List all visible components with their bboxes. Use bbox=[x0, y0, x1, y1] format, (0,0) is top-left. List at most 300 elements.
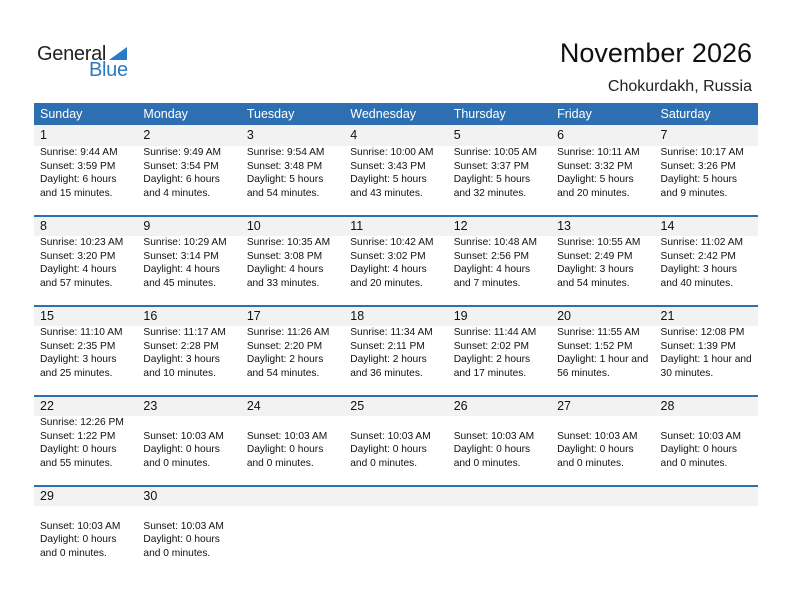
day-cell bbox=[34, 487, 137, 575]
daylight-text-cont: and 25 minutes. bbox=[40, 367, 113, 379]
daylight-text: Daylight: 5 hours bbox=[246, 174, 324, 185]
day-info bbox=[241, 146, 344, 200]
week-row bbox=[34, 305, 758, 395]
sunrise-text bbox=[661, 506, 758, 520]
sunrise-text: Sunrise: 11:44 AM bbox=[453, 327, 537, 338]
day-number: 13 bbox=[557, 219, 572, 233]
daylight-text: Daylight: 2 hours bbox=[246, 354, 324, 365]
daylight-text-cont: and 0 minutes. bbox=[143, 547, 211, 559]
day-info bbox=[34, 146, 137, 200]
sunrise-text: Sunrise: 10:23 AM bbox=[40, 237, 124, 248]
day-cell bbox=[344, 487, 447, 575]
day-info bbox=[655, 146, 758, 200]
day-cell bbox=[655, 487, 758, 575]
daylight-text-cont: and 43 minutes. bbox=[350, 187, 423, 199]
daylight-text-cont: and 0 minutes. bbox=[40, 547, 107, 559]
sunrise-text: Sunrise: 9:49 AM bbox=[143, 147, 222, 158]
day-number: 28 bbox=[660, 399, 675, 413]
daylight-text-cont: and 4 minutes. bbox=[143, 187, 211, 199]
day-info bbox=[241, 326, 344, 380]
daylight-text-cont: and 54 minutes. bbox=[246, 367, 320, 379]
day-number: 23 bbox=[143, 399, 158, 413]
sunrise-text: Sunrise: 10:35 AM bbox=[246, 237, 331, 248]
sunset-text: Sunset: 2:28 PM bbox=[143, 340, 219, 352]
day-number: 25 bbox=[350, 399, 365, 413]
daylight-text-cont: and 0 minutes. bbox=[350, 457, 418, 469]
sunset-text: Sunset: 3:59 PM bbox=[40, 160, 116, 172]
daylight-text-cont: and 10 minutes. bbox=[143, 367, 216, 379]
weekday-friday: Friday bbox=[557, 107, 592, 121]
logo-text-general: General bbox=[37, 43, 107, 65]
daylight-text: Daylight: 4 hours bbox=[246, 264, 324, 275]
sunset-text: Sunset: 10:03 AM bbox=[350, 430, 431, 442]
sunset-text: Sunset: 1:52 PM bbox=[557, 340, 633, 352]
daylight-text-cont: 56 minutes. bbox=[557, 367, 610, 379]
day-number: 26 bbox=[453, 399, 468, 413]
day-info bbox=[137, 146, 240, 200]
day-info bbox=[137, 506, 240, 560]
weekday-saturday: Saturday bbox=[660, 107, 711, 121]
sunrise-text: Sunrise: 11:02 AM bbox=[660, 237, 744, 248]
daylight-text-cont: and 17 minutes. bbox=[453, 367, 527, 379]
week-row bbox=[34, 125, 758, 215]
day-number-bar bbox=[655, 217, 758, 236]
day-info bbox=[551, 146, 654, 200]
day-cell bbox=[655, 307, 758, 395]
sunrise-text bbox=[247, 416, 344, 430]
sunrise-text: Sunrise: 12:08 PM bbox=[660, 327, 745, 338]
day-number-bar bbox=[137, 125, 240, 146]
sunrise-text bbox=[143, 416, 240, 430]
daylight-text-cont: and 15 minutes. bbox=[40, 187, 113, 199]
day-number: 5 bbox=[453, 128, 461, 142]
day-info bbox=[137, 236, 240, 290]
day-number-bar bbox=[655, 125, 758, 146]
day-number: 24 bbox=[246, 399, 261, 413]
daylight-text: Daylight: 2 hours bbox=[453, 354, 531, 365]
day-number: 9 bbox=[143, 219, 151, 233]
day-number-bar bbox=[344, 307, 447, 326]
calendar-grid bbox=[34, 103, 758, 575]
sunset-text: Sunset: 10:03 AM bbox=[246, 430, 328, 442]
day-number-bar bbox=[448, 217, 551, 236]
daylight-text-cont bbox=[247, 547, 344, 561]
sunset-text: Sunset: 3:43 PM bbox=[350, 160, 426, 172]
daylight-text: Daylight: 3 hours bbox=[40, 354, 117, 365]
day-number-bar bbox=[34, 125, 137, 146]
day-number: 8 bbox=[40, 219, 47, 233]
sunset-text: Sunset: 3:14 PM bbox=[143, 250, 219, 262]
day-info bbox=[344, 506, 447, 560]
daylight-text-cont: and 20 minutes. bbox=[557, 187, 630, 199]
day-number: 21 bbox=[660, 309, 675, 323]
sunset-text: Sunset: 10:03 AM bbox=[557, 430, 638, 442]
sunset-text: Sunset: 10:03 AM bbox=[40, 520, 121, 532]
sunrise-text bbox=[247, 506, 344, 520]
daylight-text: Daylight: 3 hours bbox=[143, 354, 220, 365]
day-cell bbox=[137, 307, 240, 395]
week-row-inner bbox=[34, 397, 758, 485]
day-info bbox=[344, 416, 447, 470]
day-info bbox=[655, 326, 758, 380]
day-number-bar bbox=[34, 307, 137, 326]
daylight-text-cont: and 32 minutes. bbox=[453, 187, 527, 199]
sunset-text: Sunset: 2:02 PM bbox=[453, 340, 530, 352]
daylight-text-cont: and 0 minutes. bbox=[453, 457, 521, 469]
day-cell bbox=[448, 307, 551, 395]
daylight-text-cont: and 33 minutes. bbox=[246, 277, 320, 289]
day-info bbox=[344, 236, 447, 290]
day-number: 22 bbox=[40, 399, 54, 413]
day-number-bar bbox=[551, 307, 654, 326]
sunrise-text: Sunrise: 11:26 AM bbox=[246, 327, 330, 338]
sunrise-text: Sunrise: 10:42 AM bbox=[350, 237, 434, 248]
daylight-text: Daylight: 4 hours bbox=[143, 264, 220, 275]
logo bbox=[37, 43, 137, 83]
day-number: 4 bbox=[350, 128, 358, 142]
daylight-text-cont: and 0 minutes. bbox=[660, 457, 728, 469]
sunrise-text bbox=[454, 416, 551, 430]
day-number: 17 bbox=[246, 309, 261, 323]
daylight-text-cont: and 57 minutes. bbox=[40, 277, 113, 289]
location-subtitle: Chokurdakh, Russia bbox=[607, 78, 752, 95]
day-number-bar bbox=[137, 397, 240, 416]
day-cell bbox=[344, 217, 447, 305]
day-number-bar bbox=[448, 487, 551, 506]
sunrise-text: Sunrise: 10:17 AM bbox=[660, 147, 744, 158]
daylight-text: Daylight: 5 hours bbox=[453, 174, 531, 185]
sunrise-text bbox=[350, 416, 447, 430]
day-number: 7 bbox=[660, 128, 668, 142]
daylight-text-cont: and 0 minutes. bbox=[557, 457, 624, 469]
day-number-bar bbox=[448, 307, 551, 326]
weekday-sunday: Sunday bbox=[40, 107, 83, 121]
sunset-text bbox=[350, 520, 447, 534]
day-number: 10 bbox=[246, 219, 261, 233]
sunrise-text bbox=[557, 416, 654, 430]
sunset-text: Sunset: 3:48 PM bbox=[246, 160, 323, 172]
day-number-bar bbox=[241, 307, 344, 326]
sunset-text: Sunset: 2:42 PM bbox=[660, 250, 736, 262]
day-info bbox=[448, 326, 551, 380]
day-number-bar bbox=[241, 125, 344, 146]
day-cell bbox=[551, 217, 654, 305]
day-info bbox=[551, 506, 654, 560]
day-number-bar bbox=[448, 125, 551, 146]
day-cell bbox=[655, 397, 758, 485]
daylight-text-cont bbox=[350, 547, 447, 561]
day-info bbox=[34, 326, 137, 380]
day-cell bbox=[137, 217, 240, 305]
day-cell bbox=[34, 397, 137, 485]
daylight-text-cont: and 36 minutes. bbox=[350, 367, 423, 379]
sunrise-text: Sunrise: 10:11 AM bbox=[557, 147, 640, 158]
day-cell bbox=[344, 125, 447, 213]
day-number-bar bbox=[137, 487, 240, 506]
daylight-text bbox=[557, 533, 654, 547]
daylight-text: Daylight: 0 hours bbox=[350, 444, 427, 455]
day-number: 6 bbox=[557, 128, 565, 142]
day-info bbox=[655, 506, 758, 560]
week-row-inner bbox=[34, 307, 758, 395]
sunrise-text: Sunrise: 10:29 AM bbox=[143, 237, 227, 248]
week-row-inner bbox=[34, 487, 758, 575]
day-number-bar bbox=[137, 307, 240, 326]
day-number-bar bbox=[344, 397, 447, 416]
sunrise-text: Sunrise: 11:55 AM bbox=[557, 327, 640, 338]
sunset-text: Sunset: 2:35 PM bbox=[40, 340, 116, 352]
day-number: 30 bbox=[143, 489, 158, 503]
daylight-text: Daylight: 5 hours bbox=[660, 174, 737, 185]
daylight-text: Daylight: 3 hours bbox=[660, 264, 737, 275]
weekday-thursday: Thursday bbox=[453, 107, 506, 121]
day-number-bar bbox=[551, 125, 654, 146]
day-cell bbox=[137, 487, 240, 575]
day-cell bbox=[551, 397, 654, 485]
daylight-text-cont: and 54 minutes. bbox=[246, 187, 320, 199]
day-number-bar bbox=[344, 487, 447, 506]
week-row bbox=[34, 395, 758, 485]
day-cell bbox=[241, 487, 344, 575]
sunset-text: Sunset: 10:03 AM bbox=[143, 430, 224, 442]
sunset-text: Sunset: 10:03 AM bbox=[453, 430, 535, 442]
weekday-monday: Monday bbox=[143, 107, 188, 121]
sunrise-text: Sunrise: 12:26 PM bbox=[40, 417, 124, 428]
sunrise-text bbox=[557, 506, 654, 520]
day-cell bbox=[137, 397, 240, 485]
day-cell bbox=[551, 125, 654, 213]
week-row-inner bbox=[34, 125, 758, 213]
weekday-header-row bbox=[34, 103, 758, 125]
day-number: 14 bbox=[660, 219, 675, 233]
day-cell bbox=[241, 307, 344, 395]
sunset-text: Sunset: 3:37 PM bbox=[453, 160, 530, 172]
daylight-text-cont: 30 minutes. bbox=[660, 367, 714, 379]
logo-text-blue: Blue bbox=[89, 59, 128, 81]
day-info bbox=[551, 326, 654, 380]
sunrise-text bbox=[661, 416, 758, 430]
sunrise-text bbox=[350, 506, 447, 520]
day-info bbox=[448, 146, 551, 200]
sunset-text: Sunset: 3:20 PM bbox=[40, 250, 116, 262]
sunrise-text: Sunrise: 10:48 AM bbox=[453, 237, 537, 248]
daylight-text-cont: and 55 minutes. bbox=[40, 457, 113, 469]
daylight-text: Daylight: 6 hours bbox=[143, 174, 220, 185]
weeks-container bbox=[34, 125, 758, 575]
daylight-text: Daylight: 4 hours bbox=[453, 264, 531, 275]
day-number-bar bbox=[241, 397, 344, 416]
day-number-bar bbox=[34, 217, 137, 236]
sunset-text: Sunset: 2:20 PM bbox=[246, 340, 323, 352]
sunrise-text: Sunrise: 10:55 AM bbox=[557, 237, 641, 248]
page-title: November 2026 bbox=[559, 38, 752, 68]
week-row-inner bbox=[34, 217, 758, 305]
day-info bbox=[344, 146, 447, 200]
day-info bbox=[137, 326, 240, 380]
sunrise-text: Sunrise: 11:34 AM bbox=[350, 327, 433, 338]
day-number: 20 bbox=[557, 309, 572, 323]
day-number-bar bbox=[34, 487, 137, 506]
sunset-text: Sunset: 3:32 PM bbox=[557, 160, 633, 172]
week-row bbox=[34, 215, 758, 305]
day-number: 3 bbox=[246, 128, 254, 142]
daylight-text: Daylight: 5 hours bbox=[557, 174, 634, 185]
sunset-text: Sunset: 2:11 PM bbox=[350, 340, 425, 352]
daylight-text: Daylight: 0 hours bbox=[557, 444, 634, 455]
day-cell bbox=[551, 487, 654, 575]
day-cell bbox=[34, 125, 137, 213]
day-info bbox=[34, 236, 137, 290]
day-info bbox=[655, 416, 758, 470]
daylight-text: Daylight: 4 hours bbox=[350, 264, 427, 275]
weekday-wednesday: Wednesday bbox=[350, 107, 417, 121]
sunset-text: Sunset: 1:22 PM bbox=[40, 430, 116, 442]
day-number-bar bbox=[551, 487, 654, 506]
sunrise-text: Sunrise: 9:54 AM bbox=[246, 147, 325, 158]
day-cell bbox=[551, 307, 654, 395]
sunrise-text: Sunrise: 10:05 AM bbox=[453, 147, 537, 158]
day-info bbox=[448, 506, 551, 560]
day-number-bar bbox=[344, 217, 447, 236]
day-info bbox=[448, 236, 551, 290]
daylight-text: Daylight: 1 hour and bbox=[660, 354, 752, 365]
day-number-bar bbox=[34, 397, 137, 416]
day-info bbox=[551, 416, 654, 470]
daylight-text-cont: and 7 minutes. bbox=[453, 277, 521, 289]
daylight-text-cont: and 45 minutes. bbox=[143, 277, 216, 289]
day-cell bbox=[655, 217, 758, 305]
day-number-bar bbox=[241, 217, 344, 236]
day-cell bbox=[655, 125, 758, 213]
daylight-text-cont: and 0 minutes. bbox=[143, 457, 211, 469]
day-number-bar bbox=[551, 397, 654, 416]
day-number: 27 bbox=[557, 399, 572, 413]
daylight-text-cont: and 40 minutes. bbox=[660, 277, 734, 289]
day-info bbox=[241, 416, 344, 470]
sunrise-text: Sunrise: 11:10 AM bbox=[40, 327, 123, 338]
sunset-text: Sunset: 3:02 PM bbox=[350, 250, 426, 262]
daylight-text-cont: and 54 minutes. bbox=[557, 277, 630, 289]
day-number-bar bbox=[655, 487, 758, 506]
daylight-text bbox=[454, 533, 551, 547]
sunrise-text: Sunrise: 11:17 AM bbox=[143, 327, 226, 338]
day-number: 29 bbox=[40, 489, 54, 503]
sunrise-text bbox=[40, 506, 137, 520]
sunrise-text bbox=[454, 506, 551, 520]
day-number: 18 bbox=[350, 309, 365, 323]
day-number: 19 bbox=[453, 309, 468, 323]
day-number: 11 bbox=[350, 219, 364, 233]
day-info bbox=[34, 506, 137, 560]
day-number-bar bbox=[655, 307, 758, 326]
daylight-text-cont: and 20 minutes. bbox=[350, 277, 423, 289]
day-cell bbox=[241, 217, 344, 305]
day-cell bbox=[241, 125, 344, 213]
daylight-text bbox=[661, 533, 758, 547]
daylight-text: Daylight: 6 hours bbox=[40, 174, 117, 185]
day-number: 15 bbox=[40, 309, 54, 323]
day-info bbox=[448, 416, 551, 470]
daylight-text: Daylight: 1 hour and bbox=[557, 354, 649, 365]
day-info bbox=[655, 236, 758, 290]
daylight-text-cont bbox=[661, 547, 758, 561]
sunrise-text bbox=[143, 506, 240, 520]
daylight-text-cont: and 0 minutes. bbox=[246, 457, 314, 469]
sunset-text bbox=[557, 520, 654, 534]
daylight-text-cont bbox=[454, 547, 551, 561]
daylight-text: Daylight: 3 hours bbox=[557, 264, 634, 275]
day-number: 12 bbox=[453, 219, 468, 233]
day-info bbox=[344, 326, 447, 380]
day-cell bbox=[34, 307, 137, 395]
day-info bbox=[551, 236, 654, 290]
sunset-text bbox=[454, 520, 551, 534]
day-number-bar bbox=[344, 125, 447, 146]
day-info bbox=[241, 506, 344, 560]
sunset-text: Sunset: 10:03 AM bbox=[143, 520, 224, 532]
daylight-text-cont: and 9 minutes. bbox=[660, 187, 728, 199]
day-number-bar bbox=[551, 217, 654, 236]
day-cell bbox=[448, 487, 551, 575]
daylight-text: Daylight: 2 hours bbox=[350, 354, 427, 365]
sunrise-text: Sunrise: 9:44 AM bbox=[40, 147, 118, 158]
sunset-text: Sunset: 10:03 AM bbox=[660, 430, 741, 442]
day-info bbox=[34, 416, 137, 470]
sunset-text: Sunset: 3:54 PM bbox=[143, 160, 219, 172]
day-number-bar bbox=[241, 487, 344, 506]
daylight-text: Daylight: 0 hours bbox=[40, 444, 117, 455]
sunset-text: Sunset: 2:49 PM bbox=[557, 250, 633, 262]
daylight-text: Daylight: 0 hours bbox=[660, 444, 737, 455]
day-cell bbox=[344, 397, 447, 485]
daylight-text: Daylight: 5 hours bbox=[350, 174, 427, 185]
day-cell bbox=[448, 397, 551, 485]
daylight-text: Daylight: 0 hours bbox=[143, 444, 220, 455]
sunset-text: Sunset: 3:08 PM bbox=[246, 250, 323, 262]
day-cell bbox=[344, 307, 447, 395]
day-number: 2 bbox=[143, 128, 151, 142]
daylight-text: Daylight: 0 hours bbox=[143, 534, 220, 545]
sunrise-text: Sunrise: 10:00 AM bbox=[350, 147, 434, 158]
day-cell bbox=[448, 217, 551, 305]
daylight-text: Daylight: 0 hours bbox=[453, 444, 531, 455]
day-number-bar bbox=[655, 397, 758, 416]
sunset-text: Sunset: 2:56 PM bbox=[453, 250, 530, 262]
daylight-text: Daylight: 0 hours bbox=[40, 534, 117, 545]
sunset-text bbox=[247, 520, 344, 534]
week-row bbox=[34, 485, 758, 575]
day-number: 1 bbox=[40, 128, 47, 142]
sunset-text: Sunset: 1:39 PM bbox=[660, 340, 736, 352]
day-number-bar bbox=[448, 397, 551, 416]
daylight-text bbox=[350, 533, 447, 547]
day-info bbox=[241, 236, 344, 290]
day-cell bbox=[448, 125, 551, 213]
day-number-bar bbox=[137, 217, 240, 236]
daylight-text: Daylight: 4 hours bbox=[40, 264, 117, 275]
daylight-text bbox=[247, 533, 344, 547]
day-number: 16 bbox=[143, 309, 158, 323]
weekday-tuesday: Tuesday bbox=[246, 107, 295, 121]
day-cell bbox=[137, 125, 240, 213]
day-info bbox=[137, 416, 240, 470]
day-cell bbox=[34, 217, 137, 305]
daylight-text-cont bbox=[557, 547, 654, 561]
sunset-text: Sunset: 3:26 PM bbox=[660, 160, 736, 172]
sunset-text bbox=[661, 520, 758, 534]
day-cell bbox=[241, 397, 344, 485]
daylight-text: Daylight: 0 hours bbox=[246, 444, 324, 455]
